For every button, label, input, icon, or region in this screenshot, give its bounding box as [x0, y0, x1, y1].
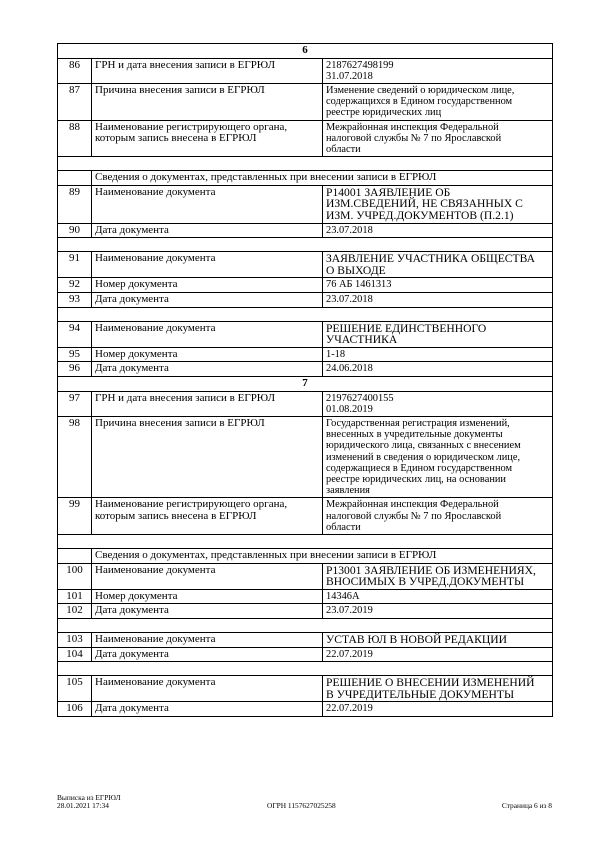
spacer-row — [58, 534, 553, 548]
spacer-cell — [58, 662, 553, 676]
spacer-row — [58, 662, 553, 676]
spacer-cell — [58, 157, 553, 171]
record-row — [58, 278, 553, 293]
record-label: Причина внесения записи в ЕГРЮЛ — [92, 84, 323, 121]
record-number: 91 — [58, 252, 92, 278]
record-number: 105 — [58, 676, 92, 702]
spacer-cell — [58, 238, 553, 252]
record-number: 93 — [58, 292, 92, 307]
record-row — [58, 252, 553, 278]
footer-document-name: Выписка из ЕГРЮЛ — [57, 793, 121, 802]
record-value: 14346А — [323, 589, 553, 604]
record-row — [58, 647, 553, 662]
footer-ogrn: ОГРН 1157627025258 — [267, 801, 336, 810]
subheader-empty-cell — [58, 171, 92, 186]
egrul-records-body — [58, 44, 553, 717]
record-number: 87 — [58, 84, 92, 121]
record-label: Наименование документа — [92, 563, 323, 589]
record-row — [58, 58, 553, 83]
record-row — [58, 347, 553, 362]
record-label: Дата документа — [92, 604, 323, 619]
record-number: 100 — [58, 563, 92, 589]
record-label: Наименование документа — [92, 676, 323, 702]
record-label: Наименование документа — [92, 632, 323, 647]
spacer-cell — [58, 618, 553, 632]
record-label: Наименование документа — [92, 252, 323, 278]
record-number: 97 — [58, 391, 92, 416]
record-value: Изменение сведений о юридическом лице, содержащихся в Едином государственном реестре юридических лиц — [323, 84, 553, 121]
record-row — [58, 391, 553, 416]
record-value: РЕШЕНИЕ ЕДИНСТВЕННОГО УЧАСТНИКА — [323, 321, 553, 347]
record-label: Наименование документа — [92, 321, 323, 347]
footer-page-number: Страница 6 из 8 — [501, 801, 552, 810]
record-value: Межрайонная инспекция Федеральной налоговой службы № 7 по Ярославской области — [323, 120, 553, 157]
record-number: 95 — [58, 347, 92, 362]
record-label: Наименование регистрирующего органа, которым запись внесена в ЕГРЮЛ — [92, 498, 323, 535]
record-label: Наименование документа — [92, 185, 323, 223]
footer-document-info — [57, 794, 121, 811]
record-row — [58, 604, 553, 619]
record-number: 98 — [58, 416, 92, 497]
record-value: ЗАЯВЛЕНИЕ УЧАСТНИКА ОБЩЕСТВА О ВЫХОДЕ — [323, 252, 553, 278]
record-label: Дата документа — [92, 362, 323, 377]
record-value: Р13001 ЗАЯВЛЕНИЕ ОБ ИЗМЕНЕНИЯХ, ВНОСИМЫХ В УЧРЕД.ДОКУМЕНТЫ — [323, 563, 553, 589]
record-label: Дата документа — [92, 223, 323, 238]
documents-subheader-row — [58, 548, 553, 563]
record-value: 22.07.2019 — [323, 702, 553, 717]
record-row — [58, 498, 553, 535]
record-label: Номер документа — [92, 347, 323, 362]
record-value: 24.06.2018 — [323, 362, 553, 377]
record-number: 106 — [58, 702, 92, 717]
record-row — [58, 676, 553, 702]
spacer-row — [58, 238, 553, 252]
record-value: 23.07.2018 — [323, 223, 553, 238]
record-label: Дата документа — [92, 292, 323, 307]
record-value: 2187627498199 31.07.2018 — [323, 58, 553, 83]
record-value: УСТАВ ЮЛ В НОВОЙ РЕДАКЦИИ — [323, 632, 553, 647]
record-number: 94 — [58, 321, 92, 347]
record-number: 90 — [58, 223, 92, 238]
section-header-row — [58, 376, 553, 391]
subheader-empty-cell — [58, 548, 92, 563]
record-number: 104 — [58, 647, 92, 662]
record-number: 101 — [58, 589, 92, 604]
spacer-cell — [58, 534, 553, 548]
record-row — [58, 185, 553, 223]
page-footer — [57, 794, 552, 818]
spacer-cell — [58, 307, 553, 321]
record-row — [58, 416, 553, 497]
record-value: 23.07.2018 — [323, 292, 553, 307]
documents-subheader-label: Сведения о документах, представленных при внесении записи в ЕГРЮЛ — [92, 548, 553, 563]
section-number: 7 — [58, 376, 553, 391]
record-value: Р14001 ЗАЯВЛЕНИЕ ОБ ИЗМ.СВЕДЕНИЙ, НЕ СВЯЗАННЫХ С ИЗМ. УЧРЕД.ДОКУМЕНТОВ (П.2.1) — [323, 185, 553, 223]
record-number: 103 — [58, 632, 92, 647]
record-row — [58, 321, 553, 347]
record-label: Номер документа — [92, 589, 323, 604]
record-label: ГРН и дата внесения записи в ЕГРЮЛ — [92, 58, 323, 83]
record-number: 86 — [58, 58, 92, 83]
record-label: Дата документа — [92, 647, 323, 662]
record-label: Причина внесения записи в ЕГРЮЛ — [92, 416, 323, 497]
section-header-row — [58, 44, 553, 59]
record-value: 2197627400155 01.08.2019 — [323, 391, 553, 416]
record-value: Межрайонная инспекция Федеральной налоговой службы № 7 по Ярославской области — [323, 498, 553, 535]
record-row — [58, 702, 553, 717]
record-value: РЕШЕНИЕ О ВНЕСЕНИИ ИЗМЕНЕНИЙ В УЧРЕДИТЕЛЬНЫЕ ДОКУМЕНТЫ — [323, 676, 553, 702]
record-value: 22.07.2019 — [323, 647, 553, 662]
record-number: 96 — [58, 362, 92, 377]
record-label: Дата документа — [92, 702, 323, 717]
record-row — [58, 589, 553, 604]
record-number: 92 — [58, 278, 92, 293]
record-row — [58, 223, 553, 238]
record-value: 76 АБ 1461313 — [323, 278, 553, 293]
record-number: 88 — [58, 120, 92, 157]
section-number: 6 — [58, 44, 553, 59]
record-row — [58, 84, 553, 121]
spacer-row — [58, 618, 553, 632]
documents-subheader-label: Сведения о документах, представленных при внесении записи в ЕГРЮЛ — [92, 171, 553, 186]
record-row — [58, 292, 553, 307]
egrul-records-table — [57, 43, 553, 717]
record-label: Наименование регистрирующего органа, которым запись внесена в ЕГРЮЛ — [92, 120, 323, 157]
record-row — [58, 632, 553, 647]
record-row — [58, 362, 553, 377]
spacer-row — [58, 157, 553, 171]
record-number: 99 — [58, 498, 92, 535]
record-number: 89 — [58, 185, 92, 223]
record-row — [58, 120, 553, 157]
record-value: 1-18 — [323, 347, 553, 362]
record-number: 102 — [58, 604, 92, 619]
spacer-row — [58, 307, 553, 321]
footer-datetime: 28.01.2021 17:34 — [57, 801, 109, 811]
record-value: Государственная регистрация изменений, внесенных в учредительные документы юридического лица, связанных с внесением изменений в сведения о юридическом лице, содержащиеся в Едином государственном реестре юридических лиц, на основании заявления — [323, 416, 553, 497]
documents-subheader-row — [58, 171, 553, 186]
record-label: ГРН и дата внесения записи в ЕГРЮЛ — [92, 391, 323, 416]
record-label: Номер документа — [92, 278, 323, 293]
record-value: 23.07.2019 — [323, 604, 553, 619]
record-row — [58, 563, 553, 589]
